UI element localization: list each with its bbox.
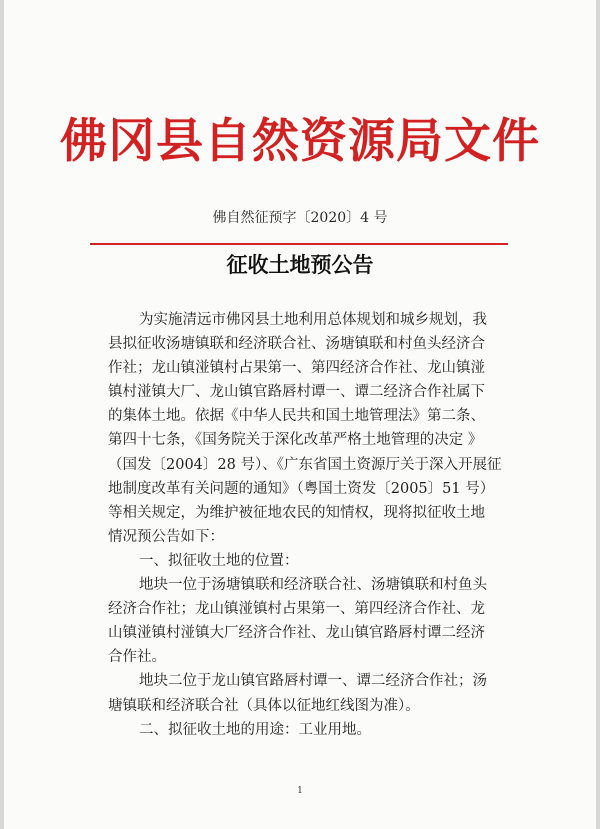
body-line: 塘镇联和经济联合社（具体以征地红线图为准）。 — [108, 697, 420, 714]
notice-title: 征收土地预公告 — [226, 253, 374, 277]
body-line: 地块二位于龙山镇官路唇村谭一、谭二经济合作社；汤 — [139, 673, 487, 690]
body-line: 山镇湴镇村湴镇大厂经济合作社、龙山镇官路唇村谭二经济 — [108, 625, 485, 642]
document-number: 佛自然征预字〔2020〕4 号 — [212, 210, 388, 226]
body-line: 县拟征收汤塘镇联和经济联合社、汤塘镇联和村鱼头经济合 — [108, 336, 485, 353]
body-line: 镇村湴镇大厂、龙山镇官路唇村谭一、谭二经济合作社属下 — [108, 384, 485, 401]
body-line: 合作社。 — [108, 649, 166, 666]
body-line: 经济合作社；龙山镇湴镇村占果第一、第四经济合作社、龙 — [108, 601, 485, 618]
body-line: 情况预公告如下： — [108, 528, 224, 545]
body-line: 作社；龙山镇湴镇村占果第一、第四经济合作社、龙山镇湴 — [108, 360, 485, 377]
page-number: 1 — [297, 786, 303, 796]
body-line: 等相关规定，为维护被征地农民的知情权，现将拟征收土地 — [108, 504, 485, 521]
body-line: 地块一位于汤塘镇联和经济联合社、汤塘镇联和村鱼头 — [139, 577, 487, 594]
section-heading-location: 一、拟征收土地的位置： — [139, 552, 299, 569]
red-divider-line — [90, 243, 508, 245]
body-line: 为实施清远市佛冈县土地利用总体规划和城乡规划，我 — [139, 312, 487, 328]
body-line: 地制度改革有关问题的通知》（粤国土资发〔2005〕51 号） — [108, 480, 495, 497]
issuer-header-title: 佛冈县自然资源局文件 — [60, 114, 540, 169]
body-line: 第四十七条，《国务院关于深化改革严格土地管理的决定 》 — [108, 432, 483, 449]
body-line: 的集体土地。依据《中华人民共和国土地管理法》第二条、 — [108, 408, 485, 425]
body-line: （国发〔2004〕28 号）、《广东省国土资源厅关于深入开展征 — [108, 456, 502, 473]
section-heading-usage: 二、拟征收土地的用途：工业用地。 — [139, 721, 371, 738]
notice-body — [108, 308, 504, 742]
